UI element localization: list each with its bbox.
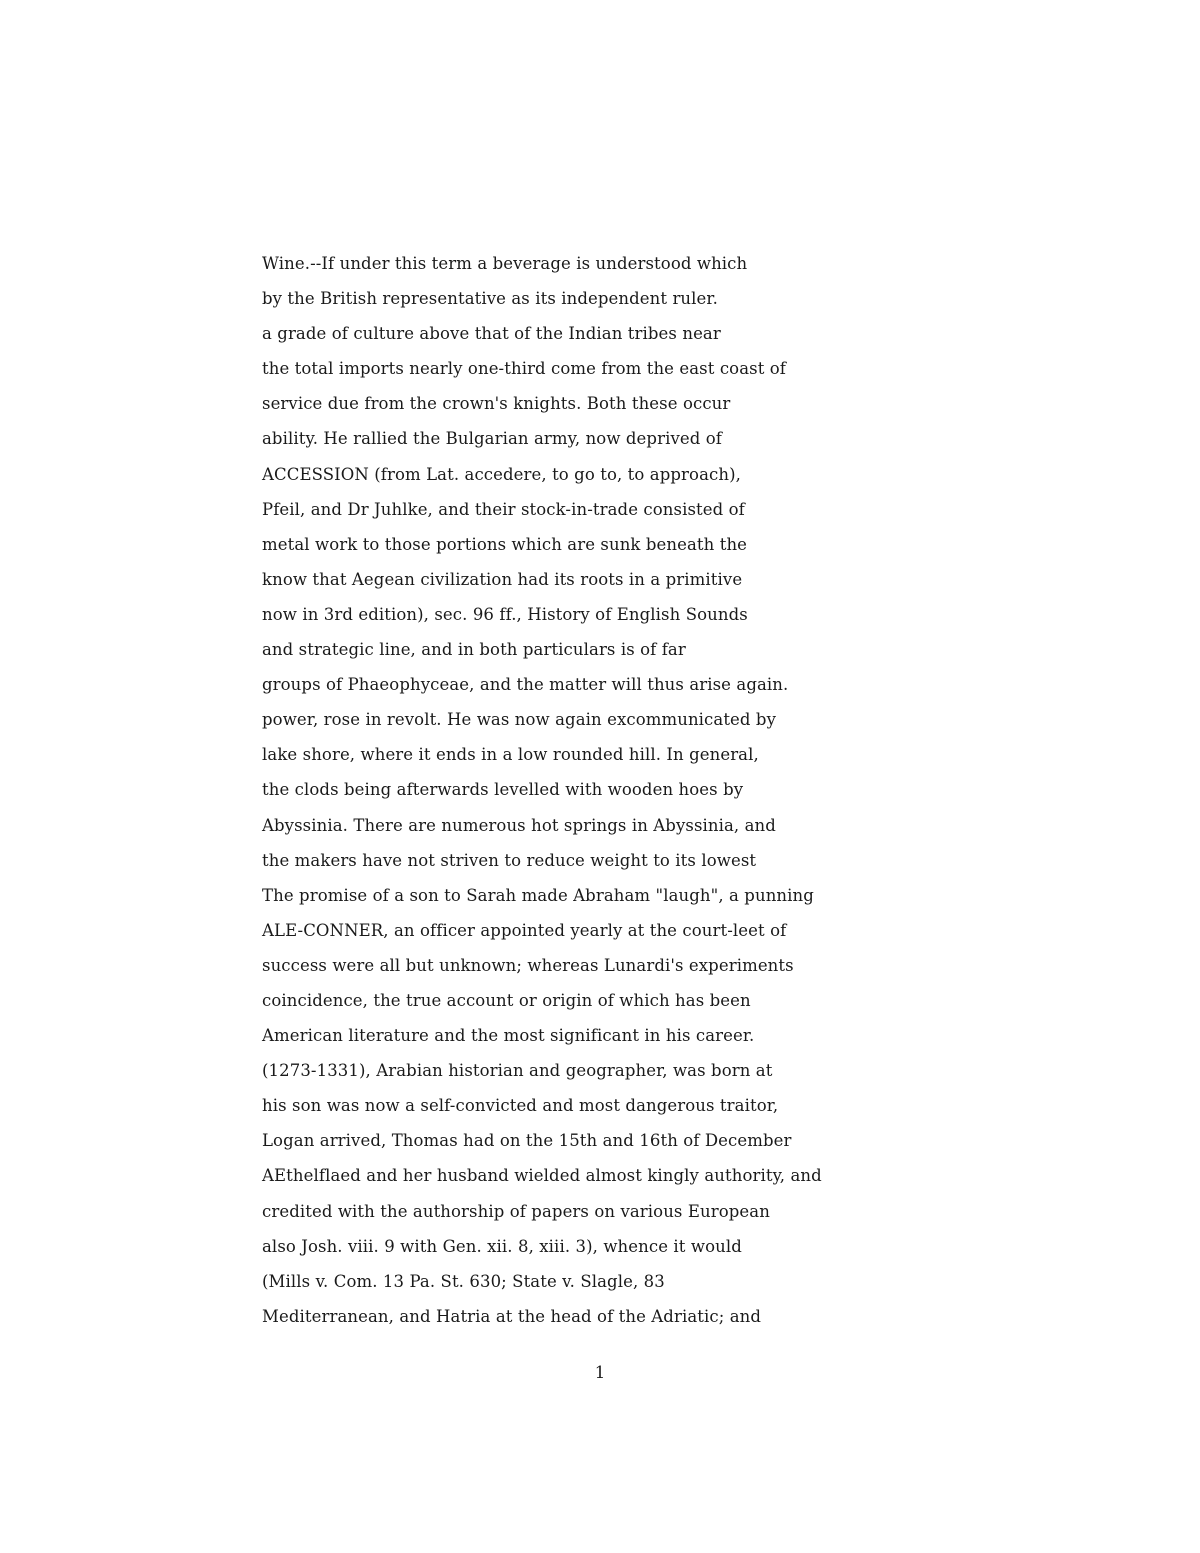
text-line: ALE-CONNER, an officer appointed yearly at the court-leet of — [262, 920, 787, 940]
text-line: The promise of a son to Sarah made Abraham "laugh", a punning — [262, 885, 814, 905]
text-line: success were all but unknown; whereas Lunardi's experiments — [262, 955, 794, 975]
text-line: power, rose in revolt. He was now again excommunicated by — [262, 710, 777, 730]
text-line: Logan arrived, Thomas had on the 15th and 16th of December — [262, 1131, 792, 1151]
text-line: coincidence, the true account or origin of which has been — [262, 990, 751, 1010]
text-line: the clods being afterwards levelled with wooden hoes by — [262, 780, 744, 800]
text-line: credited with the authorship of papers on various European — [262, 1201, 770, 1221]
text-line: his son was now a self-convicted and most dangerous traitor, — [262, 1096, 779, 1116]
page-number: 1 — [594, 1363, 606, 1382]
body-text — [262, 246, 862, 1334]
text-line: by the British representative as its independent ruler. — [262, 289, 718, 309]
text-line: and strategic line, and in both particulars is of far — [262, 640, 686, 660]
text-line: the total imports nearly one-third come from the east coast of — [262, 359, 787, 379]
text-line: lake shore, where it ends in a low rounded hill. In general, — [262, 745, 759, 765]
text-line: ACCESSION (from Lat. accedere, to go to, to approach), — [262, 464, 741, 484]
text-line: know that Aegean civilization had its roots in a primitive — [262, 569, 743, 589]
text-line: American literature and the most significant in his career. — [262, 1026, 755, 1046]
text-line: now in 3rd edition), sec. 96 ff., History of English Sounds — [262, 604, 748, 624]
text-line: Abyssinia. There are numerous hot springs in Abyssinia, and — [262, 815, 776, 835]
text-line: metal work to those portions which are sunk beneath the — [262, 534, 748, 554]
text-line: a grade of culture above that of the Indian tribes near — [262, 324, 721, 344]
text-line: (Mills v. Com. 13 Pa. St. 630; State v. Slagle, 83 — [262, 1271, 665, 1291]
text-line: service due from the crown's knights. Both these occur — [262, 394, 731, 414]
text-line: Pfeil, and Dr Juhlke, and their stock-in-trade consisted of — [262, 499, 745, 519]
text-line: AEthelflaed and her husband wielded almost kingly authority, and — [262, 1166, 822, 1186]
text-line: Wine.--If under this term a beverage is understood which — [262, 254, 748, 273]
text-line: ability. He rallied the Bulgarian army, now deprived of — [262, 429, 722, 449]
text-line: Mediterranean, and Hatria at the head of the Adriatic; and — [262, 1306, 762, 1326]
text-line: also Josh. viii. 9 with Gen. xii. 8, xiii. 3), whence it would — [262, 1236, 742, 1256]
text-line: (1273-1331), Arabian historian and geographer, was born at — [262, 1061, 773, 1081]
text-line: the makers have not striven to reduce weight to its lowest — [262, 850, 757, 870]
text-line: groups of Phaeophyceae, and the matter will thus arise again. — [262, 675, 789, 695]
